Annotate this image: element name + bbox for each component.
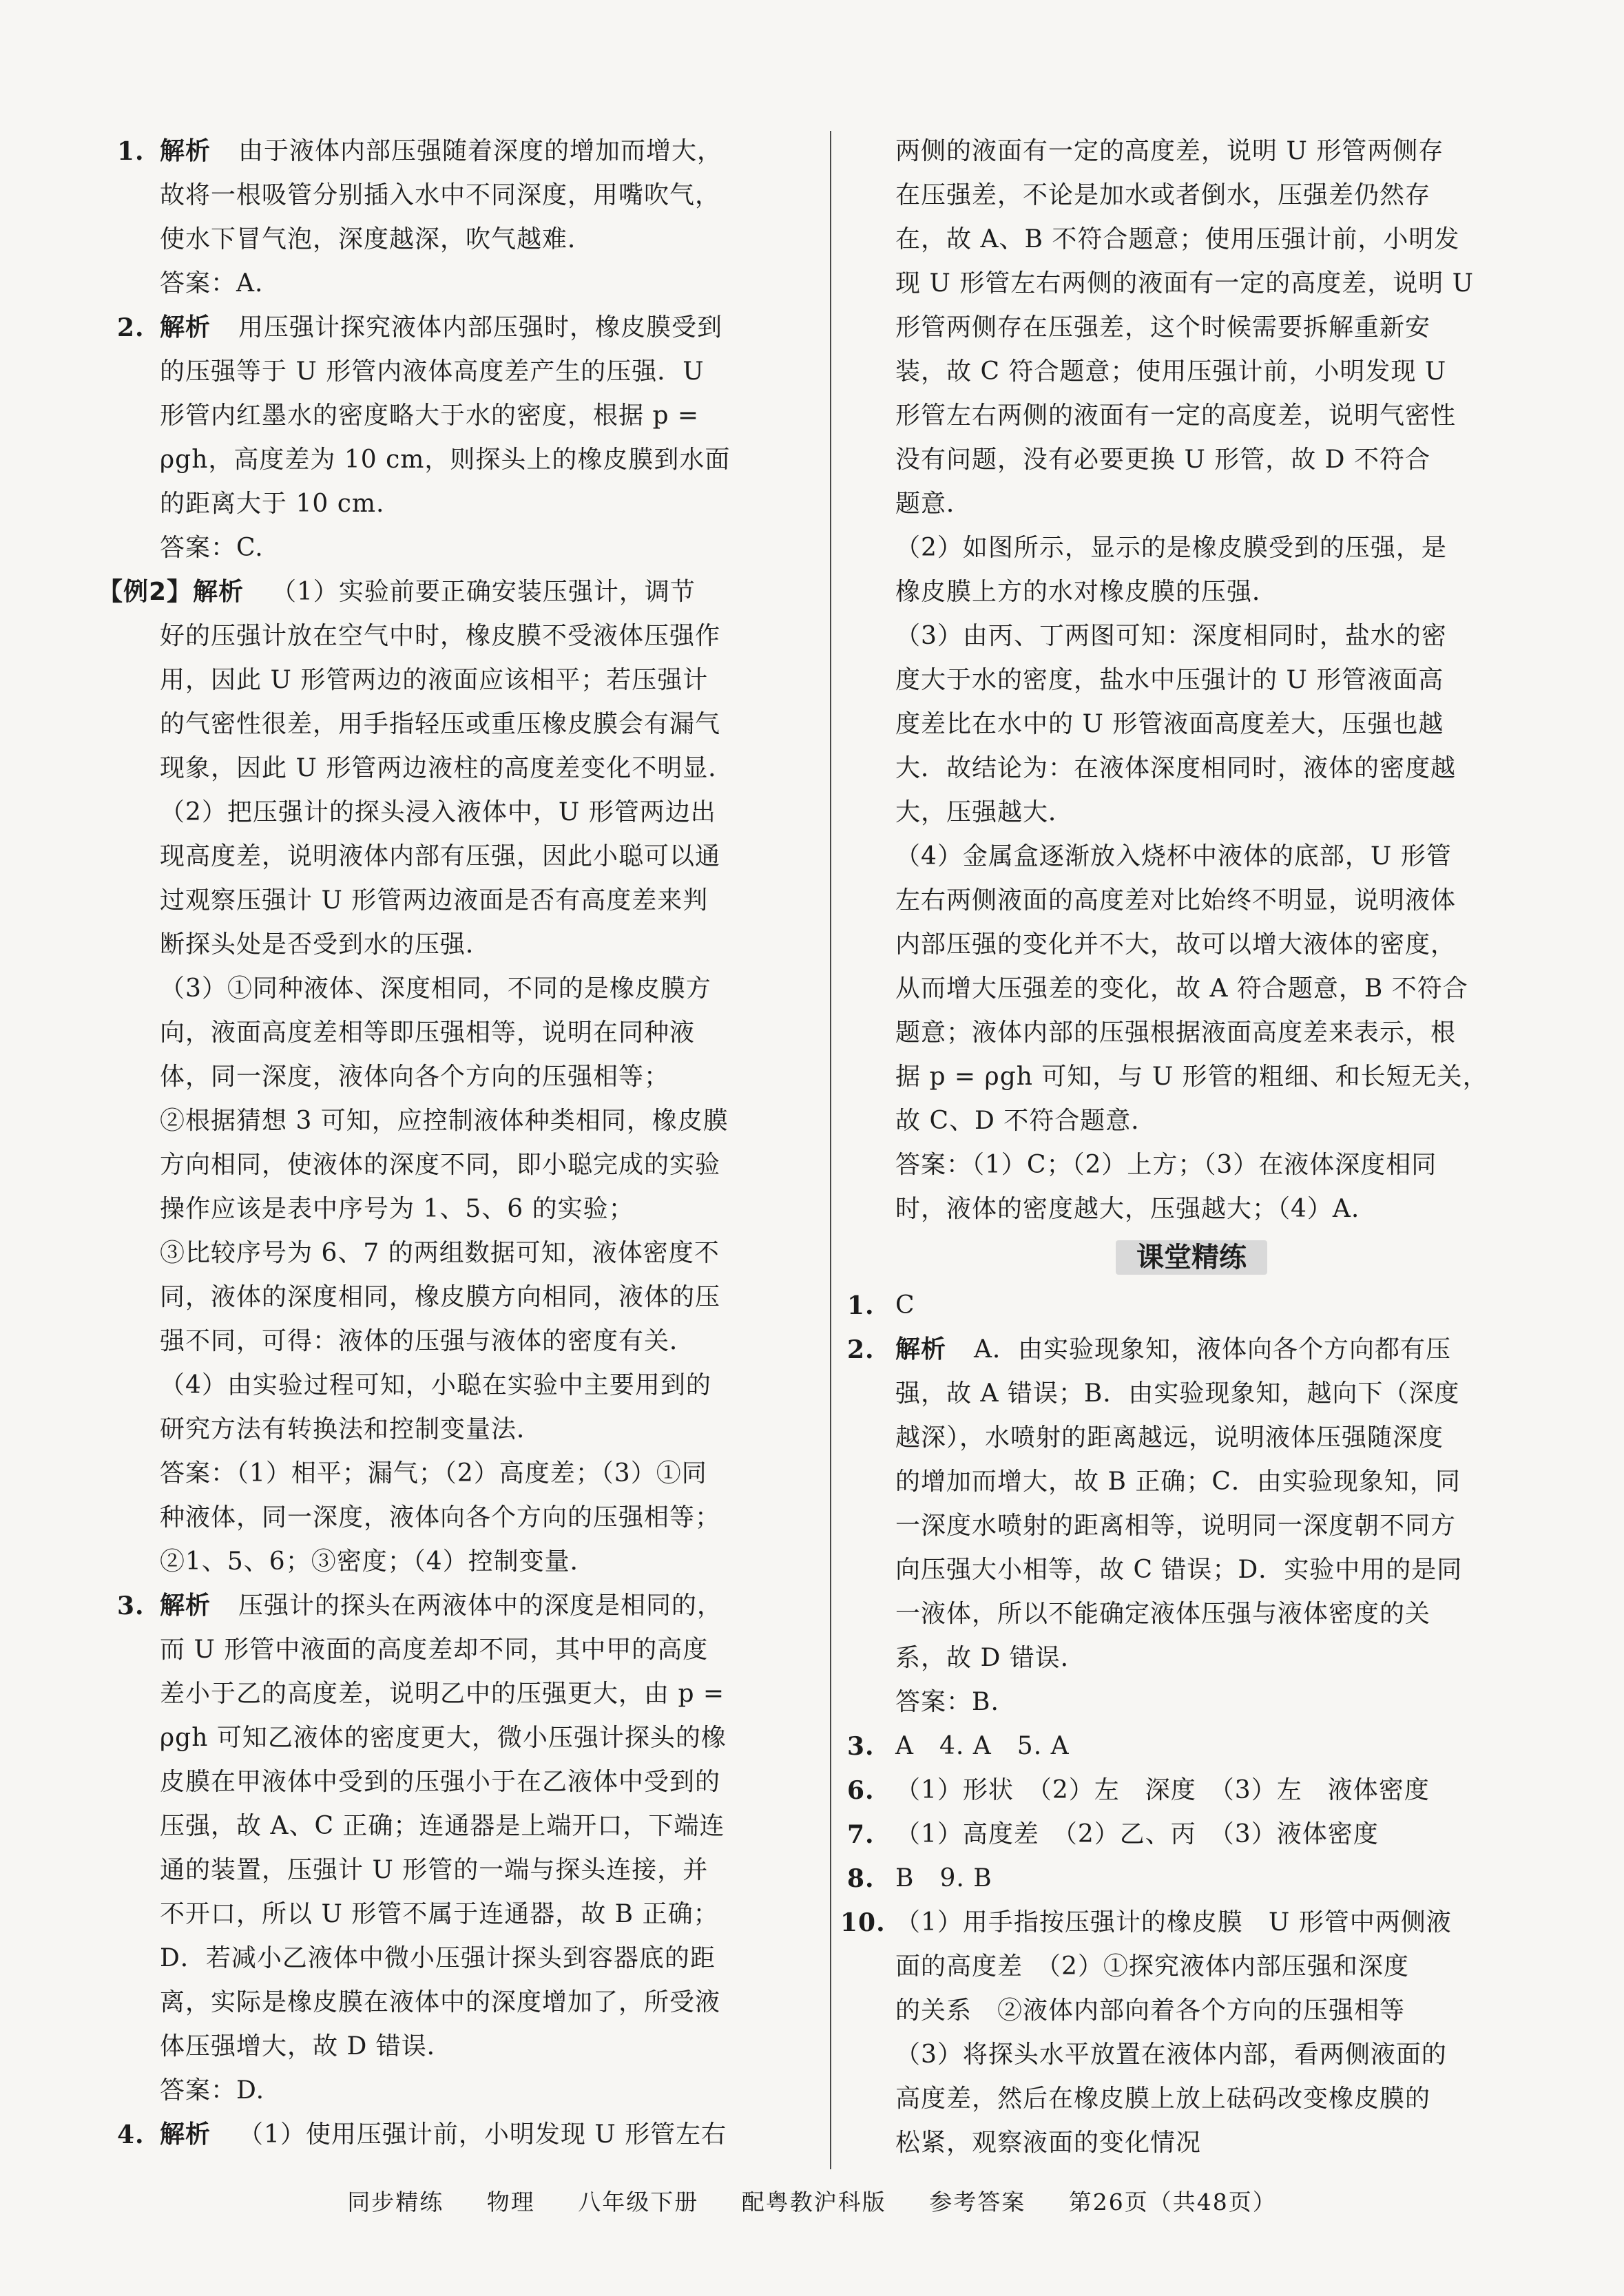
text-line — [117, 702, 813, 747]
line-text: 装，故 C 符合题意；使用压强计前，小明发现 U — [895, 357, 1447, 386]
text-line — [847, 2121, 1536, 2165]
text-line — [847, 350, 1536, 394]
line-text: 操作应该是表中序号为 1、5、6 的实验； — [160, 1195, 634, 1223]
question-number: 10. — [840, 1908, 886, 1937]
line-text: 通的装置，压强计 U 形管的一端与探头连接，并 — [160, 1856, 709, 1884]
page-footer — [0, 2182, 1624, 2223]
line-text: 内部压强的变化并不大，故可以增大液体的密度， — [895, 930, 1457, 959]
line-text: 的关系 ②液体内部向着各个方向的压强相等 — [895, 1996, 1406, 2025]
right-column — [840, 129, 1536, 2165]
question-number: 1. — [117, 137, 145, 166]
text-line — [847, 1460, 1536, 1504]
question-number: 1. — [847, 1291, 875, 1320]
line-text: 答案：C. — [160, 534, 264, 562]
line-text: 强不同，可得：液体的压强与液体的密度有关． — [160, 1327, 696, 1355]
text-line — [117, 350, 813, 394]
text-line — [847, 482, 1536, 526]
line-text: 高度差，然后在橡皮膜上放上砝码改变橡皮膜的 — [895, 2085, 1431, 2113]
line-text: 同，液体的深度相同，橡皮膜方向相同，液体的压 — [160, 1283, 721, 1311]
line-text: 从而增大压强差的变化，故 A 符合题意，B 不符合 — [895, 974, 1468, 1003]
text-line — [117, 1496, 813, 1540]
text-line — [117, 2025, 813, 2069]
text-line — [847, 702, 1536, 747]
line-text: 大，压强越大． — [895, 798, 1074, 826]
text-line — [847, 614, 1536, 658]
line-text: 研究方法有转换法和控制变量法． — [160, 1415, 543, 1443]
text-line — [117, 747, 813, 791]
text-line — [847, 923, 1536, 967]
analysis-tag: 解析 — [193, 578, 244, 606]
line-text: B 9. B — [895, 1864, 992, 1892]
line-text: 松紧，观察液面的变化情况 — [895, 2129, 1202, 2157]
question-number: 3. — [847, 1732, 875, 1761]
line-text: D．若减小乙液体中微小压强计探头到容器底的距 — [160, 1944, 716, 1972]
line-text: （3）将探头水平放置在液体内部，看两侧液面的 — [895, 2041, 1447, 2069]
line-text: 故 C、D 不符合题意． — [895, 1107, 1157, 1135]
text-line — [117, 1231, 813, 1275]
text-line — [117, 923, 813, 967]
text-line — [117, 306, 813, 350]
line-text: （4）由实验过程可知，小聪在实验中主要用到的 — [160, 1371, 711, 1399]
line-text: 一深度水喷射的距离相等，说明同一深度朝不同方 — [895, 1512, 1457, 1540]
text-line — [117, 1716, 813, 1760]
text-line — [117, 1408, 813, 1452]
question-number: 4. — [117, 2120, 145, 2149]
text-line — [847, 394, 1536, 438]
line-text: 强，故 A 错误；B．由实验现象知，越向下（深度 — [895, 1379, 1460, 1408]
text-line — [847, 2033, 1536, 2077]
text-line — [847, 1768, 1536, 1813]
text-line — [117, 967, 813, 1011]
line-text: A．由实验现象知，液体向各个方向都有压 — [974, 1335, 1452, 1364]
analysis-tag: 解析 — [160, 313, 211, 342]
text-line — [847, 129, 1536, 174]
line-text: 形管内红墨水的密度略大于水的密度，根据 p = — [160, 401, 700, 430]
analysis-tag: 解析 — [160, 137, 211, 165]
line-text: 据 p = ρgh 可知，与 U 形管的粗细、和长短无关， — [895, 1063, 1488, 1091]
line-text: 题意． — [895, 490, 972, 518]
text-line — [847, 1416, 1536, 1460]
line-text: 答案：（1）相平；漏气；（2）高度差；（3）①同 — [160, 1459, 707, 1488]
line-text: 的距离大于 10 cm. — [160, 490, 385, 518]
text-line — [117, 1892, 813, 1937]
text-line — [847, 1143, 1536, 1187]
line-text: 答案：B. — [895, 1688, 999, 1716]
text-line — [847, 835, 1536, 879]
text-line — [847, 1945, 1536, 1989]
text-line — [117, 1452, 813, 1496]
text-line — [117, 1011, 813, 1055]
line-text: 题意；液体内部的压强根据液面高度差来表示，根 — [895, 1019, 1457, 1047]
text-line — [117, 879, 813, 923]
text-line — [117, 526, 813, 570]
line-text: ρgh 可知乙液体的密度更大，微小压强计探头的橡 — [160, 1724, 727, 1752]
line-text: 不开口，所以 U 形管不属于连通器，故 B 正确； — [160, 1900, 719, 1928]
text-line — [117, 1628, 813, 1672]
text-line — [117, 1804, 813, 1848]
line-text: （3）①同种液体、深度相同，不同的是橡皮膜方 — [160, 974, 711, 1003]
text-line — [847, 1187, 1536, 1231]
text-line — [847, 1372, 1536, 1416]
text-line — [847, 526, 1536, 570]
line-text: （1）使用压强计前，小明发现 U 形管左右 — [238, 2120, 727, 2149]
text-line — [117, 1760, 813, 1804]
line-text: 使水下冒气泡，深度越深，吹气越难． — [160, 225, 594, 253]
text-line — [117, 1055, 813, 1099]
text-line — [117, 218, 813, 262]
footer-section: 参考答案 — [929, 2189, 1026, 2215]
text-line — [847, 2077, 1536, 2121]
text-line — [847, 1099, 1536, 1143]
text-line — [117, 1540, 813, 1584]
text-line — [847, 570, 1536, 614]
text-line — [847, 174, 1536, 218]
line-text: 过观察压强计 U 形管两边液面是否有高度差来判 — [160, 886, 709, 915]
text-line — [847, 218, 1536, 262]
column-divider — [830, 131, 831, 2169]
line-text: 向压强大小相等，故 C 错误；D．实验中用的是同 — [895, 1556, 1463, 1584]
section-title: 课堂精练 — [1116, 1240, 1267, 1275]
text-line — [117, 2113, 813, 2157]
line-text: 由于液体内部压强随着深度的增加而增大， — [238, 137, 723, 165]
question-number: 2. — [117, 313, 145, 342]
line-text: 现象，因此 U 形管两边液柱的高度差变化不明显． — [160, 754, 734, 782]
line-text: （1）高度差 （2）乙、丙 （3）液体密度 — [895, 1820, 1379, 1848]
text-line — [847, 1548, 1536, 1592]
text-line — [117, 2069, 813, 2113]
line-text: 面的高度差 （2）①探究液体内部压强和深度 — [895, 1952, 1409, 1981]
line-text: 离，实际是橡皮膜在液体中的深度增加了，所受液 — [160, 1988, 721, 2016]
footer-subject: 物理 — [486, 2189, 535, 2215]
line-text: 时，液体的密度越大，压强越大；（4）A. — [895, 1195, 1360, 1223]
text-line — [117, 1364, 813, 1408]
line-text: 答案：（1）C；（2）上方；（3）在液体深度相同 — [895, 1151, 1437, 1179]
line-text: 的压强等于 U 形管内液体高度差产生的压强．U — [160, 357, 705, 386]
line-text: 体压强增大，故 D 错误． — [160, 2032, 452, 2060]
text-line — [847, 1504, 1536, 1548]
line-text: （1）实验前要正确安装压强计，调节 — [271, 578, 696, 606]
line-text: 用压强计探究液体内部压强时，橡皮膜受到 — [238, 313, 723, 342]
text-line — [98, 570, 813, 614]
text-line — [847, 879, 1536, 923]
footer-edition: 配粤教沪科版 — [741, 2189, 886, 2215]
text-line — [117, 262, 813, 306]
example-label: 【例2】 — [98, 578, 193, 606]
line-text: 的气密性很差，用手指轻压或重压橡皮膜会有漏气 — [160, 710, 721, 738]
text-line — [117, 1187, 813, 1231]
line-text: 现 U 形管左右两侧的液面有一定的高度差，说明 U — [895, 269, 1475, 298]
text-line — [117, 174, 813, 218]
line-text: 大．故结论为：在液体深度相同时，液体的密度越 — [895, 754, 1457, 782]
line-text: （1）形状 （2）左 深度 （3）左 液体密度 — [895, 1776, 1430, 1804]
line-text: 系，故 D 错误． — [895, 1644, 1086, 1672]
text-line — [847, 306, 1536, 350]
line-text: 度差比在水中的 U 形管液面高度差大，压强也越 — [895, 710, 1444, 738]
text-line — [847, 967, 1536, 1011]
footer-page-number: 第26页（共48页） — [1068, 2189, 1277, 2215]
text-line — [847, 1284, 1536, 1328]
text-line — [847, 1592, 1536, 1636]
text-line — [847, 1636, 1536, 1680]
text-line — [117, 438, 813, 482]
line-text: 形管两侧存在压强差，这个时候需要拆解重新安 — [895, 313, 1431, 342]
line-text: 一液体，所以不能确定液体压强与液体密度的关 — [895, 1600, 1431, 1628]
line-text: （3）由丙、丁两图可知：深度相同时，盐水的密 — [895, 622, 1447, 650]
section-heading-practice — [847, 1231, 1536, 1284]
line-text: 差小于乙的高度差，说明乙中的压强更大，由 p = — [160, 1680, 725, 1708]
line-text: 压强计的探头在两液体中的深度是相同的， — [238, 1591, 723, 1620]
question-number: 8. — [847, 1864, 875, 1893]
text-line — [117, 129, 813, 174]
line-text: 答案：D. — [160, 2076, 265, 2105]
text-line — [847, 438, 1536, 482]
line-text: ②根据猜想 3 可知，应控制液体种类相同，橡皮膜 — [160, 1107, 729, 1135]
question-number: 7. — [847, 1820, 875, 1849]
line-text: 越深），水喷射的距离越远，说明液体压强随深度 — [895, 1423, 1444, 1452]
text-line — [117, 791, 813, 835]
line-text: A 4. A 5. A — [895, 1732, 1070, 1760]
line-text: 没有问题，没有必要更换 U 形管，故 D 不符合 — [895, 446, 1430, 474]
line-text: 故将一根吸管分别插入水中不同深度，用嘴吹气， — [160, 181, 721, 209]
line-text: 断探头处是否受到水的压强． — [160, 930, 492, 959]
line-text: 现高度差，说明液体内部有压强，因此小聪可以通 — [160, 842, 721, 870]
line-text: 在压强差，不论是加水或者倒水，压强差仍然存 — [895, 181, 1431, 209]
analysis-tag: 解析 — [160, 2120, 211, 2149]
text-line — [117, 1937, 813, 1981]
text-line — [117, 614, 813, 658]
text-line — [847, 1055, 1536, 1099]
text-line — [847, 1011, 1536, 1055]
line-text: 体，同一深度，液体向各个方向的压强相等； — [160, 1063, 670, 1091]
line-text: （1）用手指按压强计的橡皮膜 U 形管中两侧液 — [895, 1908, 1452, 1937]
text-line — [847, 1813, 1536, 1857]
question-number: 6. — [847, 1776, 875, 1805]
line-text: C — [895, 1291, 915, 1319]
footer-grade: 八年级下册 — [578, 2189, 699, 2215]
line-text: 左右两侧液面的高度差对比始终不明显，说明液体 — [895, 886, 1457, 915]
line-text: （2）如图所示，显示的是橡皮膜受到的压强，是 — [895, 534, 1447, 562]
text-line — [847, 1680, 1536, 1724]
line-text: ρgh，高度差为 10 cm，则探头上的橡皮膜到水面 — [160, 446, 731, 474]
line-text: 的增加而增大，故 B 正确；C．由实验现象知，同 — [895, 1468, 1461, 1496]
text-line — [117, 658, 813, 702]
text-line — [117, 1099, 813, 1143]
line-text: ②1、5、6；③密度；（4）控制变量． — [160, 1547, 596, 1576]
line-text: 在，故 A、B 不符合题意；使用压强计前，小明发 — [895, 225, 1460, 253]
line-text: （4）金属盒逐渐放入烧杯中液体的底部，U 形管 — [895, 842, 1452, 870]
left-column — [98, 129, 813, 2157]
text-line — [117, 482, 813, 526]
text-line — [847, 747, 1536, 791]
text-line — [847, 1857, 1536, 1901]
line-text: 好的压强计放在空气中时，橡皮膜不受液体压强作 — [160, 622, 721, 650]
text-line — [847, 1328, 1536, 1372]
line-text: 方向相同，使液体的深度不同，即小聪完成的实验 — [160, 1151, 721, 1179]
analysis-tag: 解析 — [895, 1335, 947, 1364]
line-text: 向，液面高度差相等即压强相等，说明在同种液 — [160, 1019, 696, 1047]
line-text: 答案：A. — [160, 269, 264, 298]
line-text: 形管左右两侧的液面有一定的高度差，说明气密性 — [895, 401, 1457, 430]
text-line — [117, 1981, 813, 2025]
text-line — [117, 835, 813, 879]
text-line — [117, 1672, 813, 1716]
line-text: 而 U 形管中液面的高度差却不同，其中甲的高度 — [160, 1636, 709, 1664]
text-line — [847, 1989, 1536, 2033]
text-line — [847, 791, 1536, 835]
question-number: 2. — [847, 1335, 875, 1364]
text-line — [840, 1901, 1536, 1945]
line-text: 两侧的液面有一定的高度差，说明 U 形管两侧存 — [895, 137, 1444, 165]
text-line — [117, 1143, 813, 1187]
text-line — [847, 262, 1536, 306]
text-line — [847, 1724, 1536, 1768]
line-text: 用，因此 U 形管两边的液面应该相平；若压强计 — [160, 666, 709, 694]
question-number: 3. — [117, 1591, 145, 1620]
text-line — [117, 394, 813, 438]
line-text: （2）把压强计的探头浸入液体中，U 形管两边出 — [160, 798, 716, 826]
text-line — [117, 1584, 813, 1628]
footer-series: 同步精练 — [347, 2189, 444, 2215]
line-text: 压强，故 A、C 正确；连通器是上端开口，下端连 — [160, 1812, 725, 1840]
line-text: 橡皮膜上方的水对橡皮膜的压强． — [895, 578, 1278, 606]
text-line — [117, 1275, 813, 1319]
line-text: 种液体，同一深度，液体向各个方向的压强相等； — [160, 1503, 721, 1532]
text-line — [117, 1319, 813, 1364]
text-line — [847, 658, 1536, 702]
analysis-tag: 解析 — [160, 1591, 211, 1620]
line-text: 度大于水的密度，盐水中压强计的 U 形管液面高 — [895, 666, 1444, 694]
line-text: 皮膜在甲液体中受到的压强小于在乙液体中受到的 — [160, 1768, 721, 1796]
line-text: ③比较序号为 6、7 的两组数据可知，液体密度不 — [160, 1239, 720, 1267]
text-line — [117, 1848, 813, 1892]
